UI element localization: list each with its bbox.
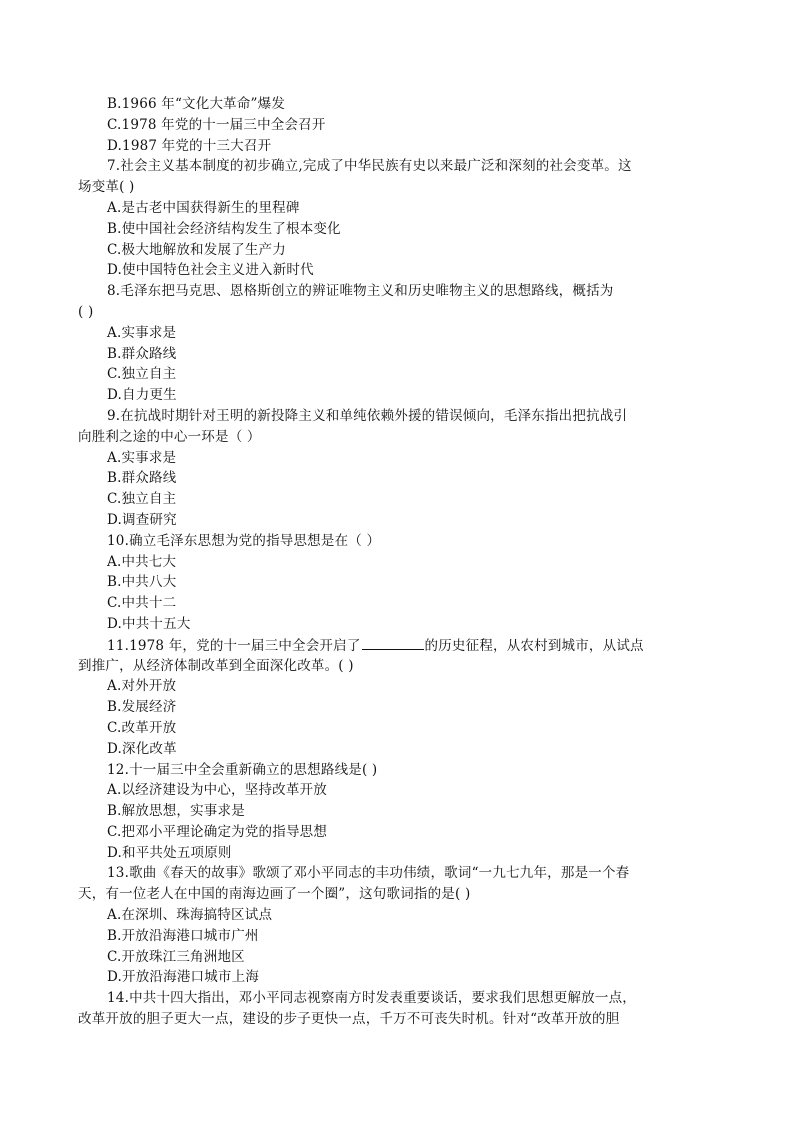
q7-option-c: C.极大地解放和发展了生产力 (107, 241, 286, 258)
q14-stem-cont: 改革开放的胆子更大一点，建设的步子更快一点，千万不可丧失时机。针对“改革开放的胆 (78, 1011, 620, 1028)
q13-stem-cont: 天，有一位老人在中国的南海边画了一个圈”，这句歌词指的是( ) (78, 886, 471, 903)
q7-stem: 7.社会主义基本制度的初步确立,完成了中华民族有史以来最广泛和深刻的社会变革。这 (107, 158, 632, 175)
q12-stem: 12.十一届三中全会重新确立的思想路线是( ) (107, 761, 378, 778)
q9-stem-cont: 向胜利之途的中心一环是（ ） (78, 428, 261, 445)
q7-stem-cont: 场变革( ) (78, 179, 135, 196)
q9-stem: 9.在抗战时期针对王明的新投降主义和单纯依赖外援的错误倾向，毛泽东指出把抗战引 (107, 407, 628, 424)
q13-option-c: C.开放珠江三角洲地区 (107, 948, 245, 965)
q11-stem-cont: 到推广，从经济体制改革到全面深化改革。( ) (78, 657, 354, 674)
q12-option-b: B.解放思想，实事求是 (107, 803, 245, 820)
answer-blank (362, 635, 424, 650)
q6-option-d: D.1987 年党的十三大召开 (107, 137, 272, 154)
q8-stem-cont: ( ) (78, 303, 94, 320)
q10-stem: 10.确立毛泽东思想为党的指导思想是在（ ） (107, 532, 381, 549)
q10-option-a: A.中共七大 (107, 553, 177, 570)
q8-option-c: C.独立自主 (107, 366, 177, 383)
q8-stem: 8.毛泽东把马克思、恩格斯创立的辨证唯物主义和历史唯物主义的思想路线，概括为 (107, 283, 614, 300)
q10-option-d: D.中共十五大 (107, 615, 191, 632)
q12-option-d: D.和平共处五项原则 (107, 844, 232, 861)
q6-option-c: C.1978 年党的十一届三中全会召开 (107, 116, 326, 133)
q7-option-b: B.使中国社会经济结构发生了根本变化 (107, 220, 341, 237)
q13-stem: 13.歌曲《春天的故事》歌颂了邓小平同志的丰功伟绩，歌词“一九七九年，那是一个春 (107, 865, 630, 882)
q9-option-d: D.调查研究 (107, 511, 177, 528)
q13-option-b: B.开放沿海港口城市广州 (107, 927, 259, 944)
document-page (78, 94, 718, 1030)
q6-option-b: B.1966 年“文化大革命”爆发 (107, 96, 286, 112)
q10-option-b: B.中共八大 (107, 574, 177, 591)
q11-stem-part2: 的历史征程，从农村到城市，从试点 (424, 637, 644, 654)
q11-stem-part1: 11.1978 年，党的十一届三中全会开启了 (107, 637, 361, 654)
q9-option-c: C.独立自主 (107, 491, 177, 508)
q11-option-d: D.深化改革 (107, 740, 177, 757)
q7-option-a: A.是古老中国获得新生的里程碑 (107, 199, 300, 216)
q11-option-b: B.发展经济 (107, 699, 177, 716)
q9-option-a: A.实事求是 (107, 449, 177, 466)
q9-option-b: B.群众路线 (107, 470, 177, 487)
q11-option-c: C.改革开放 (107, 719, 177, 736)
q10-option-c: C.中共十二 (107, 595, 177, 612)
q14-stem: 14.中共十四大指出，邓小平同志视察南方时发表重要谈话，要求我们思想更解放一点， (107, 990, 636, 1007)
q11-stem (78, 635, 718, 656)
q7-option-d: D.使中国特色社会主义进入新时代 (107, 262, 314, 279)
q12-option-c: C.把邓小平理论确定为党的指导思想 (107, 823, 328, 840)
q12-option-a: A.以经济建设为中心，坚持改革开放 (107, 782, 327, 799)
q13-option-d: D.开放沿海港口城市上海 (107, 969, 260, 986)
q8-option-a: A.实事求是 (107, 324, 177, 341)
q8-option-b: B.群众路线 (107, 345, 177, 362)
q13-option-a: A.在深圳、珠海搞特区试点 (107, 907, 273, 924)
q11-option-a: A.对外开放 (107, 678, 177, 695)
q8-option-d: D.自力更生 (107, 387, 177, 404)
